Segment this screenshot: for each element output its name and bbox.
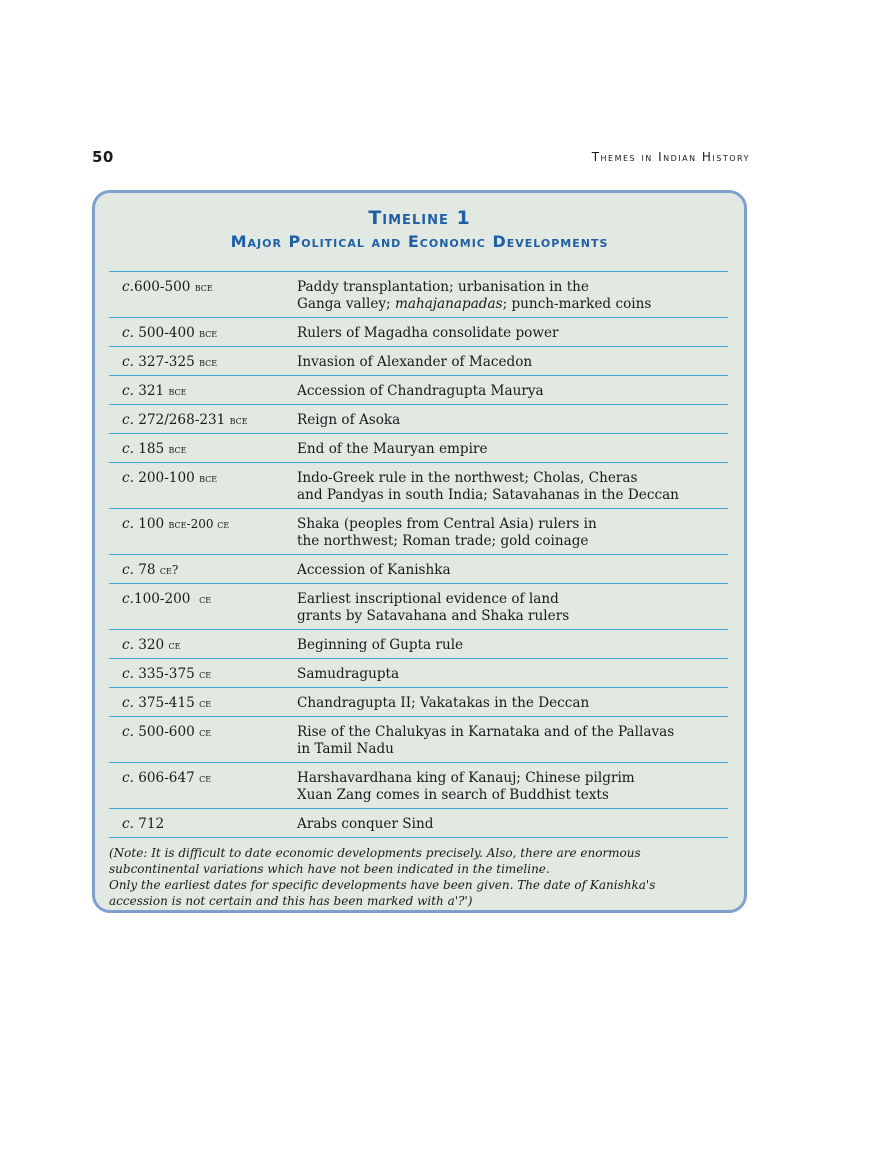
timeline-date: c.600-500 bce: [122, 279, 213, 295]
timeline-row: [109, 272, 728, 318]
timeline-date: c. 327-325 bce: [122, 354, 218, 370]
timeline-event: Samudragupta: [297, 666, 400, 682]
timeline-date: c. 500-600 ce: [122, 724, 212, 740]
timeline-event: Accession of Kanishka: [297, 562, 451, 578]
timeline-note: (Note: It is difficult to date economic developments precisely. Also, there are enormous subcontinental variations which have not been indicated in the timeline. Only the earliest dates for specific developments have been given. The date of Kanishka's accession is not certain and this has been marked with a'?'): [109, 846, 656, 908]
timeline-row: [109, 509, 728, 555]
timeline-event: Earliest inscriptional evidence of land grants by Satavahana and Shaka rulers: [297, 591, 570, 624]
timeline-row: [109, 584, 728, 630]
timeline-row: [109, 555, 728, 584]
timeline-row: [109, 318, 728, 347]
timeline-event: Paddy transplantation; urbanisation in the Ganga valley; mahajanapadas; punch-marked coins: [297, 279, 652, 312]
timeline-row: [109, 630, 728, 659]
timeline-event: Reign of Asoka: [297, 412, 401, 428]
timeline-row: [109, 717, 728, 763]
timeline-row: [109, 434, 728, 463]
timeline-date: c. 606-647 ce: [122, 770, 212, 786]
timeline-event: Shaka (peoples from Central Asia) rulers in the northwest; Roman trade; gold coinage: [297, 516, 597, 549]
timeline-row: [109, 763, 728, 809]
timeline-date: c. 200-100 bce: [122, 470, 218, 486]
timeline-box: [92, 190, 747, 913]
timeline-date: c. 375-415 ce: [122, 695, 212, 711]
timeline-date: c. 712: [122, 816, 165, 832]
running-head: Themes in Indian History: [591, 150, 750, 164]
timeline-date: c. 100 bce-200 ce: [122, 516, 230, 532]
timeline-date: c. 500-400 bce: [122, 325, 218, 341]
timeline-row: [109, 347, 728, 376]
timeline-title: Timeline 1: [368, 207, 471, 229]
timeline-event: Rise of the Chalukyas in Karnataka and of the Pallavas in Tamil Nadu: [297, 724, 675, 757]
timeline-event: Rulers of Magadha consolidate power: [297, 325, 559, 341]
timeline-row: [109, 405, 728, 434]
timeline-date: c. 321 bce: [122, 383, 187, 399]
timeline-event: Indo-Greek rule in the northwest; Cholas, Cheras and Pandyas in south India; Satavahanas in the Deccan: [297, 470, 679, 503]
timeline-row: [109, 688, 728, 717]
timeline-date: c. 335-375 ce: [122, 666, 212, 682]
timeline-event: Arabs conquer Sind: [297, 816, 434, 832]
timeline-date: c.100-200 ce: [122, 591, 212, 607]
timeline-event: Invasion of Alexander of Macedon: [297, 354, 533, 370]
timeline-event: Accession of Chandragupta Maurya: [297, 383, 544, 399]
timeline-event: Beginning of Gupta rule: [297, 637, 464, 653]
timeline-date: c. 78 ce?: [122, 562, 179, 578]
timeline-event: Chandragupta II; Vakatakas in the Deccan: [297, 695, 590, 711]
timeline-table: [109, 271, 728, 838]
timeline-row: [109, 659, 728, 688]
timeline-row: [109, 376, 728, 405]
page-number: 50: [92, 148, 114, 166]
timeline-date: c. 272/268-231 bce: [122, 412, 248, 428]
timeline-subtitle: Major Political and Economic Developments: [230, 232, 609, 251]
timeline-date: c. 185 bce: [122, 441, 187, 457]
timeline-row: [109, 809, 728, 838]
timeline-event: Harshavardhana king of Kanauj; Chinese pilgrim Xuan Zang comes in search of Buddhist texts: [297, 770, 635, 803]
timeline-date: c. 320 ce: [122, 637, 181, 653]
timeline-row: [109, 463, 728, 509]
timeline-event: End of the Mauryan empire: [297, 441, 488, 457]
